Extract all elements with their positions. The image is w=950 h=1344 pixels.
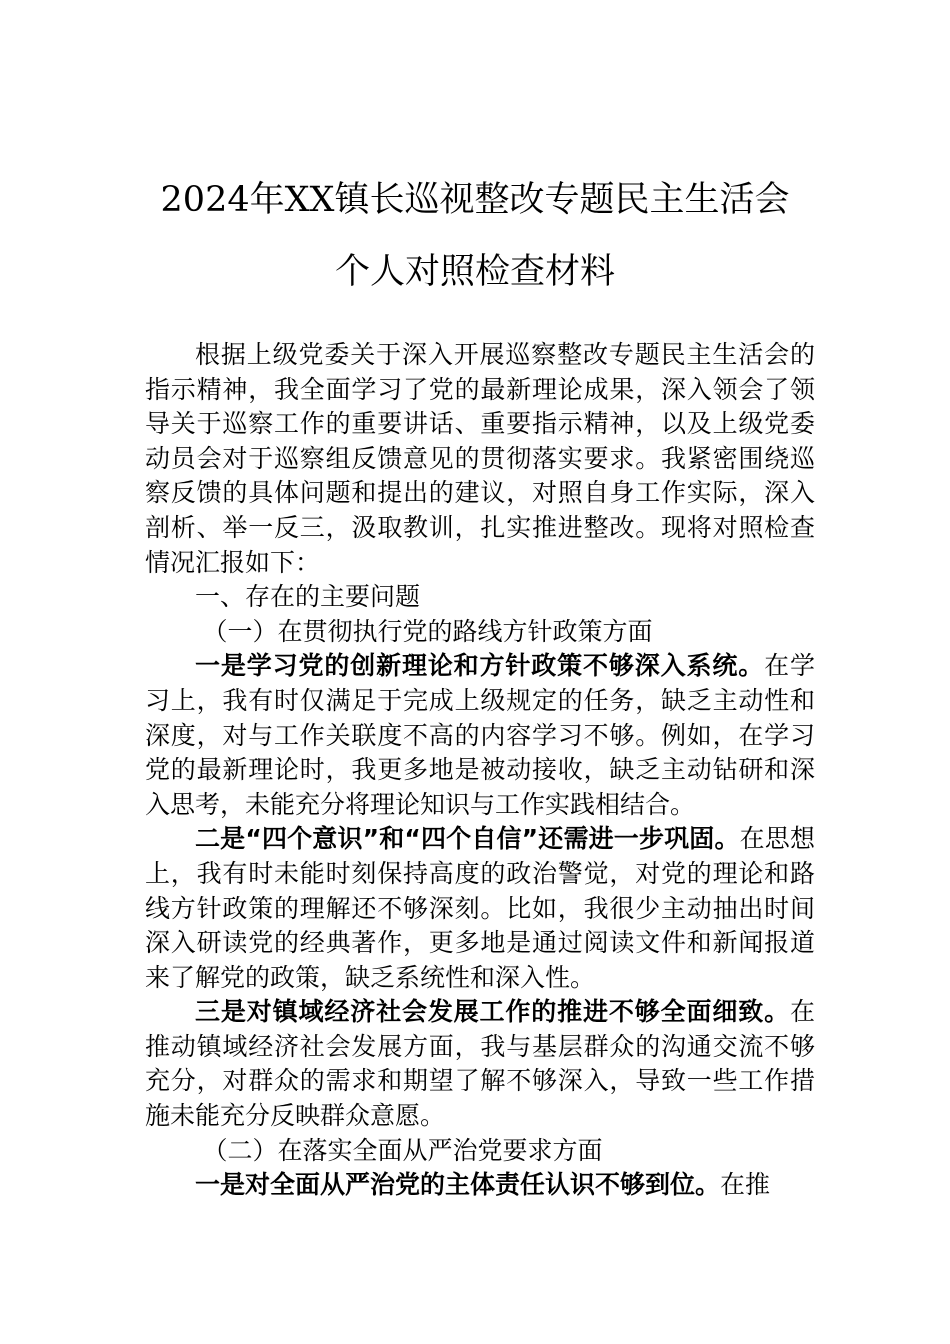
problem-text: 在思想上，我有时未能时刻保持高度的政治警觉，对党的理论和路线方针政策的理解还不够深刻。比如，我很少主动抽出时间深入研读党的经典著作，更多地是通过阅读文件和新闻报道来了解党的政策，缺乏系统性和深入性。 — [145, 824, 815, 992]
problem-text: 在推动镇域经济社会发展方面，我与基层群众的沟通交流不够充分，对群众的需求和期望了解不够深入，导致一些工作措施未能充分反映群众意愿。 — [145, 997, 815, 1131]
problem-paragraph — [145, 1168, 815, 1203]
problem-lead: 二是“四个意识”和“四个自信”还需进一步巩固。 — [195, 824, 740, 854]
problem-paragraph — [145, 822, 815, 995]
problem-paragraph — [145, 995, 815, 1133]
section-heading — [145, 580, 815, 615]
problem-paragraph — [145, 649, 815, 822]
document-title-line1: 2024年XX镇长巡视整改专题民主生活会 — [160, 180, 790, 220]
section-heading-text: 一、存在的主要问题 — [195, 582, 421, 612]
subsection-heading-text: （二）在落实全面从严治党要求方面 — [202, 1135, 603, 1165]
problem-lead: 一是对全面从严治党的主体责任认识不够到位。 — [195, 1170, 721, 1200]
subsection-heading — [145, 615, 815, 650]
document-title-line2: 个人对照检查材料 — [334, 252, 615, 292]
problem-lead: 一是学习党的创新理论和方针政策不够深入系统。 — [195, 651, 765, 681]
subsection-heading — [145, 1134, 815, 1169]
document-body — [145, 338, 815, 1203]
problem-text: 在学习上，我有时仅满足于完成上级规定的任务，缺乏主动性和深度，对与工作关联度不高的内容学习不够。例如，在学习党的最新理论时，我更多地是被动接收，缺乏主动钻研和深入思考，未能充分将理论知识与工作实践相结合。 — [145, 651, 815, 819]
intro-paragraph — [145, 338, 815, 580]
intro-paragraph-text: 根据上级党委关于深入开展巡察整改专题民主生活会的指示精神，我全面学习了党的最新理论成果，深入领会了领导关于巡察工作的重要讲话、重要指示精神，以及上级党委动员会对于巡察组反馈意见的贯彻落实要求。我紧密围绕巡察反馈的具体问题和提出的建议，对照自身工作实际，深入剖析、举一反三，汲取教训，扎实推进整改。现将对照检查情况汇报如下： — [145, 340, 815, 577]
subsection-heading-text: （一）在贯彻执行党的路线方针政策方面 — [202, 616, 653, 646]
problem-lead: 三是对镇域经济社会发展工作的推进不够全面细致。 — [195, 997, 790, 1027]
problem-text: 在推 — [720, 1170, 771, 1200]
